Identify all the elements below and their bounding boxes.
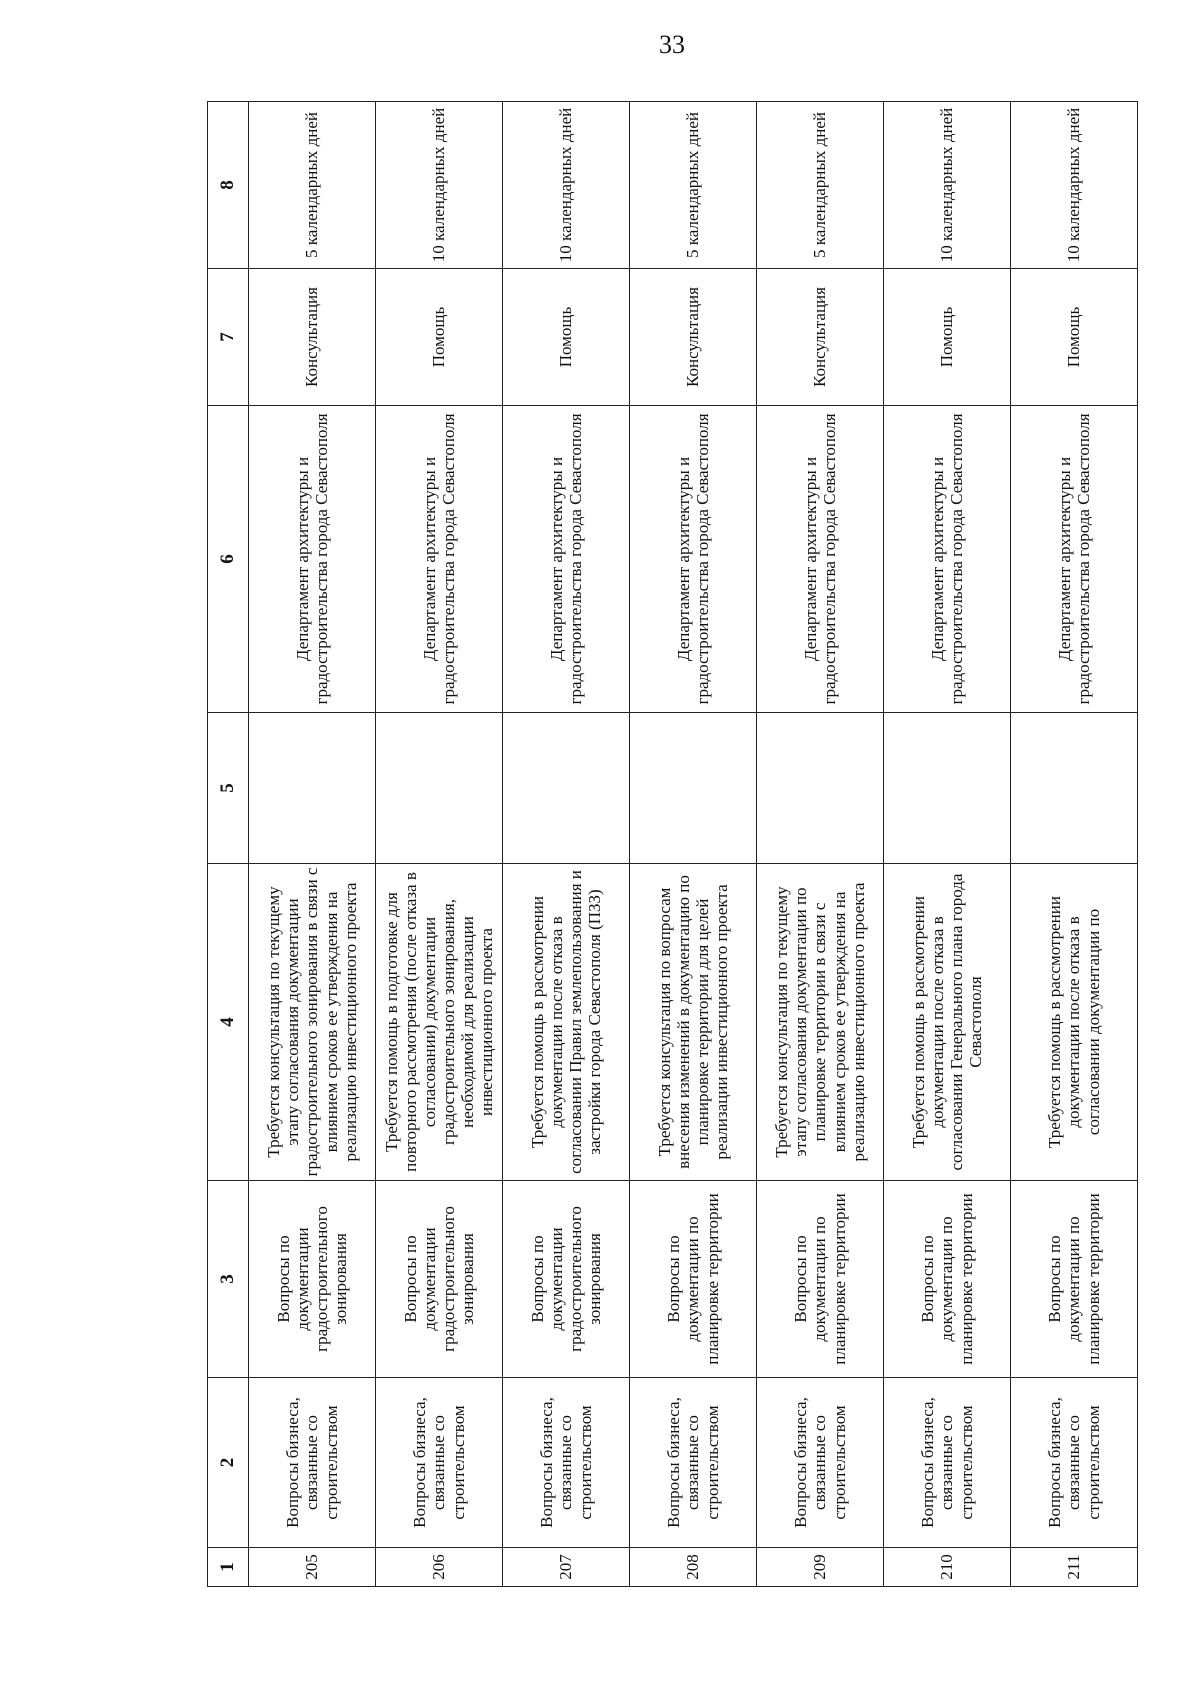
row-category: Вопросы бизнеса, связанные со строительством bbox=[376, 1378, 503, 1548]
row-description: Требуется консультация по текущему этапу согласования документации по планировке территории в связи с влиянием сроков ее утверждения на реализацию инвестиционного проекта bbox=[757, 864, 884, 1181]
row-number: 206 bbox=[376, 1548, 503, 1587]
header-col-6: 6 bbox=[208, 406, 249, 713]
row-category: Вопросы бизнеса, связанные со строительством bbox=[757, 1378, 884, 1548]
row-department: Департамент архитектуры и градостроительства города Севастополя bbox=[757, 406, 884, 713]
row-department: Департамент архитектуры и градостроительства города Севастополя bbox=[630, 406, 757, 713]
row-department: Департамент архитектуры и градостроительства города Севастополя bbox=[1011, 406, 1138, 713]
row-description: Требуется консультация по вопросам внесения изменений в документацию по планировке территории для целей реализации инвестиционного проекта bbox=[630, 864, 757, 1181]
row-term: 5 календарных дней bbox=[249, 102, 376, 269]
header-col-1: 1 bbox=[208, 1548, 249, 1587]
row-type: Консультация bbox=[757, 269, 884, 406]
row-topic: Вопросы по документации градостроительного зонирования bbox=[503, 1181, 630, 1378]
row-department: Департамент архитектуры и градостроительства города Севастополя bbox=[884, 406, 1011, 713]
row-number: 205 bbox=[249, 1548, 376, 1587]
row-department: Департамент архитектуры и градостроительства города Севастополя bbox=[503, 406, 630, 713]
row-topic: Вопросы по документации градостроительного зонирования bbox=[249, 1181, 376, 1378]
row-type: Помощь bbox=[884, 269, 1011, 406]
header-col-3: 3 bbox=[208, 1181, 249, 1378]
row-type: Помощь bbox=[376, 269, 503, 406]
row-type: Помощь bbox=[1011, 269, 1138, 406]
table-row bbox=[884, 102, 1011, 1587]
row-category: Вопросы бизнеса, связанные со строительством bbox=[249, 1378, 376, 1548]
row-description: Требуется помощь в рассмотрении документации после отказа в согласовании Правил землепользования и застройки города Севастополя (ПЗЗ) bbox=[503, 864, 630, 1181]
row-topic: Вопросы по документации градостроительного зонирования bbox=[376, 1181, 503, 1378]
row-category: Вопросы бизнеса, связанные со строительством bbox=[503, 1378, 630, 1548]
row-department: Департамент архитектуры и градостроительства города Севастополя bbox=[249, 406, 376, 713]
row-number: 209 bbox=[757, 1548, 884, 1587]
row-description: Требуется помощь в рассмотрении документации после отказа в согласовании документации по bbox=[1011, 864, 1138, 1181]
row-number: 210 bbox=[884, 1548, 1011, 1587]
table-row bbox=[249, 102, 376, 1587]
table-header-row bbox=[208, 102, 249, 1587]
row-term: 10 календарных дней bbox=[1011, 102, 1138, 269]
row-topic: Вопросы по документации по планировке территории bbox=[884, 1181, 1011, 1378]
header-col-2: 2 bbox=[208, 1378, 249, 1548]
row-topic: Вопросы по документации по планировке территории bbox=[1011, 1181, 1138, 1378]
row-term: 10 календарных дней bbox=[884, 102, 1011, 269]
row-type: Помощь bbox=[503, 269, 630, 406]
row-description: Требуется консультация по текущему этапу согласования документации градостроительного зонирования в связи с влиянием сроков ее утверждения на реализацию инвестиционного проекта bbox=[249, 864, 376, 1181]
row-topic: Вопросы по документации по планировке территории bbox=[630, 1181, 757, 1378]
row-col5 bbox=[757, 713, 884, 864]
rotated-table-wrapper bbox=[207, 102, 1132, 1587]
header-col-7: 7 bbox=[208, 269, 249, 406]
row-description: Требуется помощь в подготовке для повторного рассмотрения (после отказа в согласовании) документации градостроительного зонирования, необходимой для реализации инвестиционного проекта bbox=[376, 864, 503, 1181]
row-col5 bbox=[376, 713, 503, 864]
row-description: Требуется помощь в рассмотрении документации после отказа в согласовании Генерального плана города Севастополя bbox=[884, 864, 1011, 1181]
row-col5 bbox=[630, 713, 757, 864]
row-category: Вопросы бизнеса, связанные со строительством bbox=[1011, 1378, 1138, 1548]
table-row bbox=[757, 102, 884, 1587]
services-table bbox=[207, 101, 1138, 1587]
table-row bbox=[503, 102, 630, 1587]
row-term: 10 календарных дней bbox=[376, 102, 503, 269]
row-col5 bbox=[503, 713, 630, 864]
header-col-4: 4 bbox=[208, 864, 249, 1181]
row-number: 211 bbox=[1011, 1548, 1138, 1587]
row-type: Консультация bbox=[249, 269, 376, 406]
row-number: 208 bbox=[630, 1548, 757, 1587]
row-topic: Вопросы по документации по планировке территории bbox=[757, 1181, 884, 1378]
header-col-8: 8 bbox=[208, 102, 249, 269]
table-row bbox=[1011, 102, 1138, 1587]
row-term: 10 календарных дней bbox=[503, 102, 630, 269]
table-row bbox=[630, 102, 757, 1587]
row-col5 bbox=[249, 713, 376, 864]
header-col-5: 5 bbox=[208, 713, 249, 864]
row-col5 bbox=[884, 713, 1011, 864]
row-category: Вопросы бизнеса, связанные со строительством bbox=[884, 1378, 1011, 1548]
row-term: 5 календарных дней bbox=[757, 102, 884, 269]
row-type: Консультация bbox=[630, 269, 757, 406]
row-department: Департамент архитектуры и градостроительства города Севастополя bbox=[376, 406, 503, 713]
row-col5 bbox=[1011, 713, 1138, 864]
row-category: Вопросы бизнеса, связанные со строительством bbox=[630, 1378, 757, 1548]
row-term: 5 календарных дней bbox=[630, 102, 757, 269]
page-number: 33 bbox=[659, 30, 685, 59]
row-number: 207 bbox=[503, 1548, 630, 1587]
table-row bbox=[376, 102, 503, 1587]
